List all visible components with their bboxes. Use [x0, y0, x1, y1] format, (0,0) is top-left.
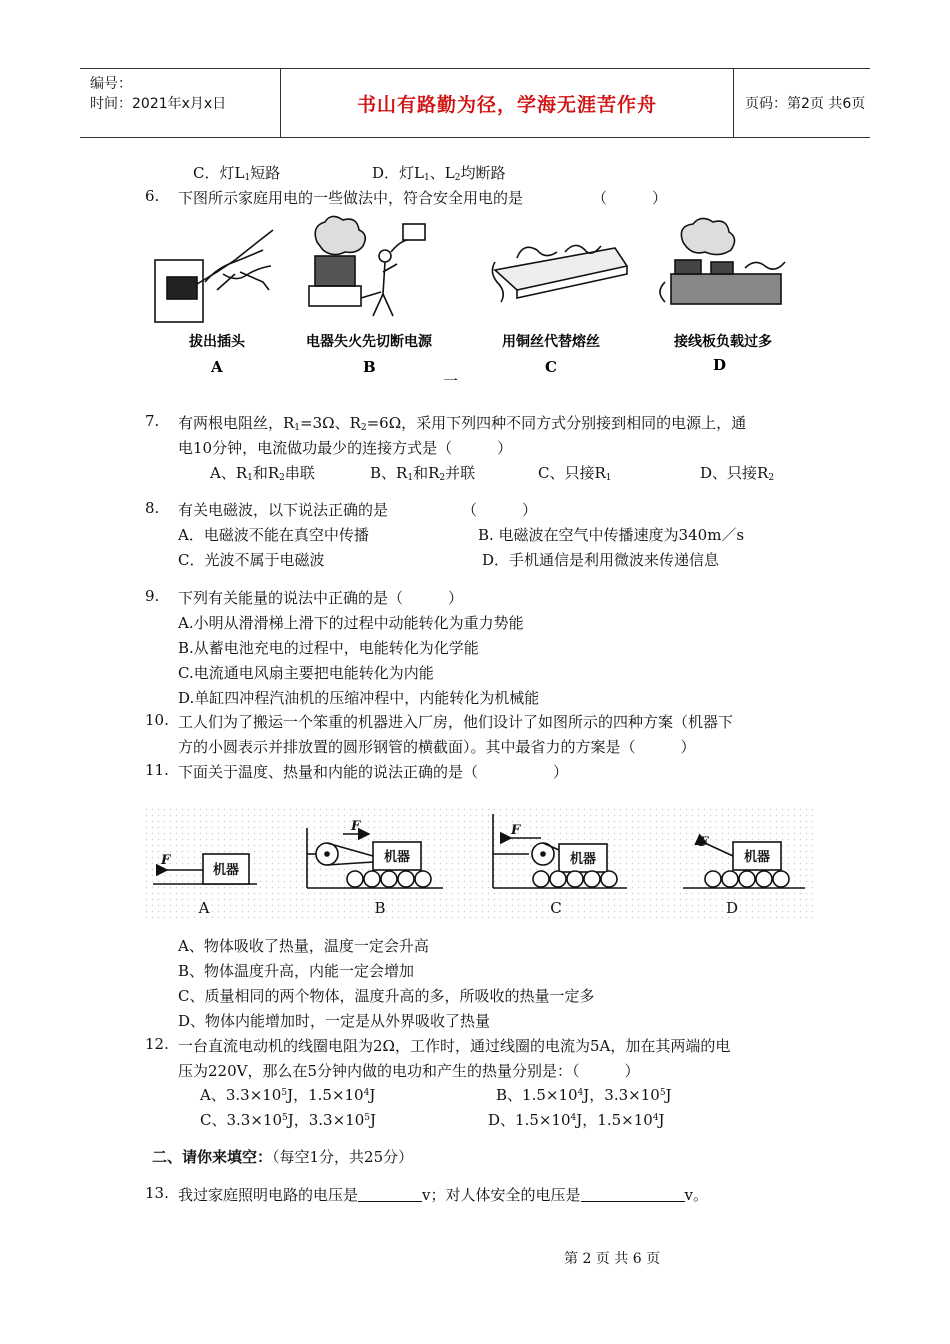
machine-label-a: 机器 [212, 863, 240, 878]
q6-letter-d: D [713, 356, 727, 374]
q5-option-c: C．灯$L_1$短路 [193, 164, 281, 183]
q9-option-a: A.小明从滑滑梯上滑下的过程中动能转化为重力势能 [178, 614, 524, 632]
force-label-b: F [351, 819, 361, 834]
section2-heading: 二、请你来填空：（每空1分，共25分） [152, 1148, 414, 1166]
machine-label-b: 机器 [383, 850, 411, 865]
q7-line2: 电10分钟，电流做功最少的连接方式是（ ） [178, 439, 513, 457]
q9-option-d: D.单缸四冲程汽油机的压缩冲程中，内能转化为机械能 [178, 689, 540, 707]
q12-option-d: D、$1.5\times 10^4J$，$1.5\times 10^4J$ [488, 1111, 665, 1129]
q7-number: 7. [145, 412, 160, 430]
q9-option-c: C.电流通电风扇主要把电能转化为内能 [178, 664, 434, 682]
q12-option-b: B、$1.5\times 10^4J$，$3.3\times 10^5J$ [496, 1086, 672, 1104]
q11-option-b: B、物体温度升高，内能一定会增加 [178, 962, 415, 980]
q8-option-b: B. 电磁波在空气中传播速度为340m／s [478, 526, 745, 544]
q13-number: 13. [145, 1184, 169, 1202]
q13-blank-2[interactable] [581, 1187, 685, 1202]
q6-caption-b: 电器失火先切断电源 [306, 334, 432, 350]
q7-option-d: D、只接$R_2$ [700, 464, 775, 483]
q12-line2: 压为220V，那么在5分钟内做的电功和产生的热量分别是：（ ） [178, 1062, 640, 1080]
q10-number: 10. [145, 711, 169, 729]
page-header [80, 68, 870, 138]
q7-option-b: B、$R_1$和$R_2$并联 [370, 464, 476, 483]
force-label-d: F [699, 835, 709, 850]
q11-option-c: C、质量相同的两个物体，温度升高的多，所吸收的热量一定多 [178, 987, 595, 1005]
q8-paren: （ ） [462, 501, 538, 519]
q6-caption-a: 拔出插头 [189, 334, 245, 350]
q11-option-a: A、物体吸收了热量，温度一定会升高 [178, 937, 429, 955]
q6-caption-d: 接线板负载过多 [674, 334, 772, 350]
force-label-a: F [161, 853, 171, 868]
page-footer: 第 2 页 共 6 页 [564, 1251, 661, 1267]
q10-line1: 工人们为了搬运一个笨重的机器进入厂房，他们设计了如图所示的四种方案（机器下 [178, 713, 734, 731]
scheme-letter-a: A [198, 899, 210, 917]
machine-label-c: 机器 [569, 852, 597, 867]
q8-option-d: D．手机通信是利用微波来传递信息 [482, 551, 720, 569]
scheme-letter-d: D [725, 899, 739, 917]
q6-figure [145, 212, 805, 392]
q11-number: 11. [145, 761, 169, 779]
header-left-cell [80, 69, 280, 137]
q6-letter-c: C [545, 358, 557, 376]
q12-line1: 一台直流电动机的线圈电阻为2Ω，工作时，通过线圈的电流为5A，加在其两端的电 [178, 1037, 731, 1055]
q6-caption-c: 用铜丝代替熔丝 [502, 334, 600, 350]
q6-paren: （ ） [592, 189, 668, 207]
copper-wire-fuse-icon [492, 245, 627, 302]
force-label-c: F [511, 823, 521, 838]
q6-number: 6. [145, 187, 160, 205]
q8-option-a: A．电磁波不能在真空中传播 [178, 526, 369, 544]
q13-text: 我过家庭照明电路的电压是 v；对人体安全的电压是 v。 [178, 1186, 708, 1204]
q6-letter-b: B [363, 358, 376, 376]
q11-text: 下面关于温度、热量和内能的说法正确的是（ ） [178, 763, 569, 781]
machine-label-d: 机器 [743, 850, 771, 865]
q7-option-a: A、$R_1$和$R_2$串联 [210, 464, 315, 483]
id-label: 编号： [90, 76, 132, 92]
scheme-letter-c: C [550, 899, 562, 917]
page-code: 页码：第2页 共6页 [745, 96, 866, 112]
q11-machine-figure [145, 808, 815, 920]
scheme-letter-b: B [374, 899, 386, 917]
q8-option-c: C．光波不属于电磁波 [178, 551, 325, 569]
q12-option-c: C、$3.3\times 10^5J$，$3.3\times 10^5J$ [200, 1111, 377, 1129]
q9-number: 9. [145, 587, 160, 605]
q8-number: 8. [145, 499, 160, 517]
plug-pull-icon [155, 230, 273, 322]
q7-line1: 有两根电阻丝，$R_1=3\Omega$、$R_2=6\Omega$，采用下列四种不同方式分别接到相同的电源上，通 [178, 414, 747, 433]
motto: 书山有路勤为径，学海无涯苦作舟 [280, 69, 734, 137]
q8-text: 有关电磁波，以下说法正确的是 [178, 501, 389, 519]
q6-dash: 一 [443, 372, 459, 390]
q6-text: 下图所示家庭用电的一些做法中，符合安全用电的是 [178, 189, 524, 207]
q10-line2: 方的小圆表示并排放置的圆形钢管的横截面）。其中最省力的方案是（ ） [178, 738, 696, 756]
q12-option-a: A、$3.3\times 10^5J$，$1.5\times 10^4J$ [200, 1086, 376, 1104]
overloaded-strip-icon [660, 218, 785, 304]
q11-option-d: D、物体内能增加时，一定是从外界吸收了热量 [178, 1012, 491, 1030]
time-label: 时间：2021年x月x日 [90, 96, 227, 112]
q6-letter-a: A [211, 358, 223, 376]
q13-blank-1[interactable] [358, 1187, 422, 1202]
q5-option-d: D．灯$L_1$、$L_2$均断路 [372, 164, 506, 183]
q9-option-b: B.从蓄电池充电的过程中，电能转化为化学能 [178, 639, 479, 657]
q9-text: 下列有关能量的说法中正确的是（ ） [178, 589, 464, 607]
fire-switch-icon [309, 216, 425, 316]
q12-number: 12. [145, 1035, 169, 1053]
q7-option-c: C、只接$R_1$ [538, 464, 612, 483]
